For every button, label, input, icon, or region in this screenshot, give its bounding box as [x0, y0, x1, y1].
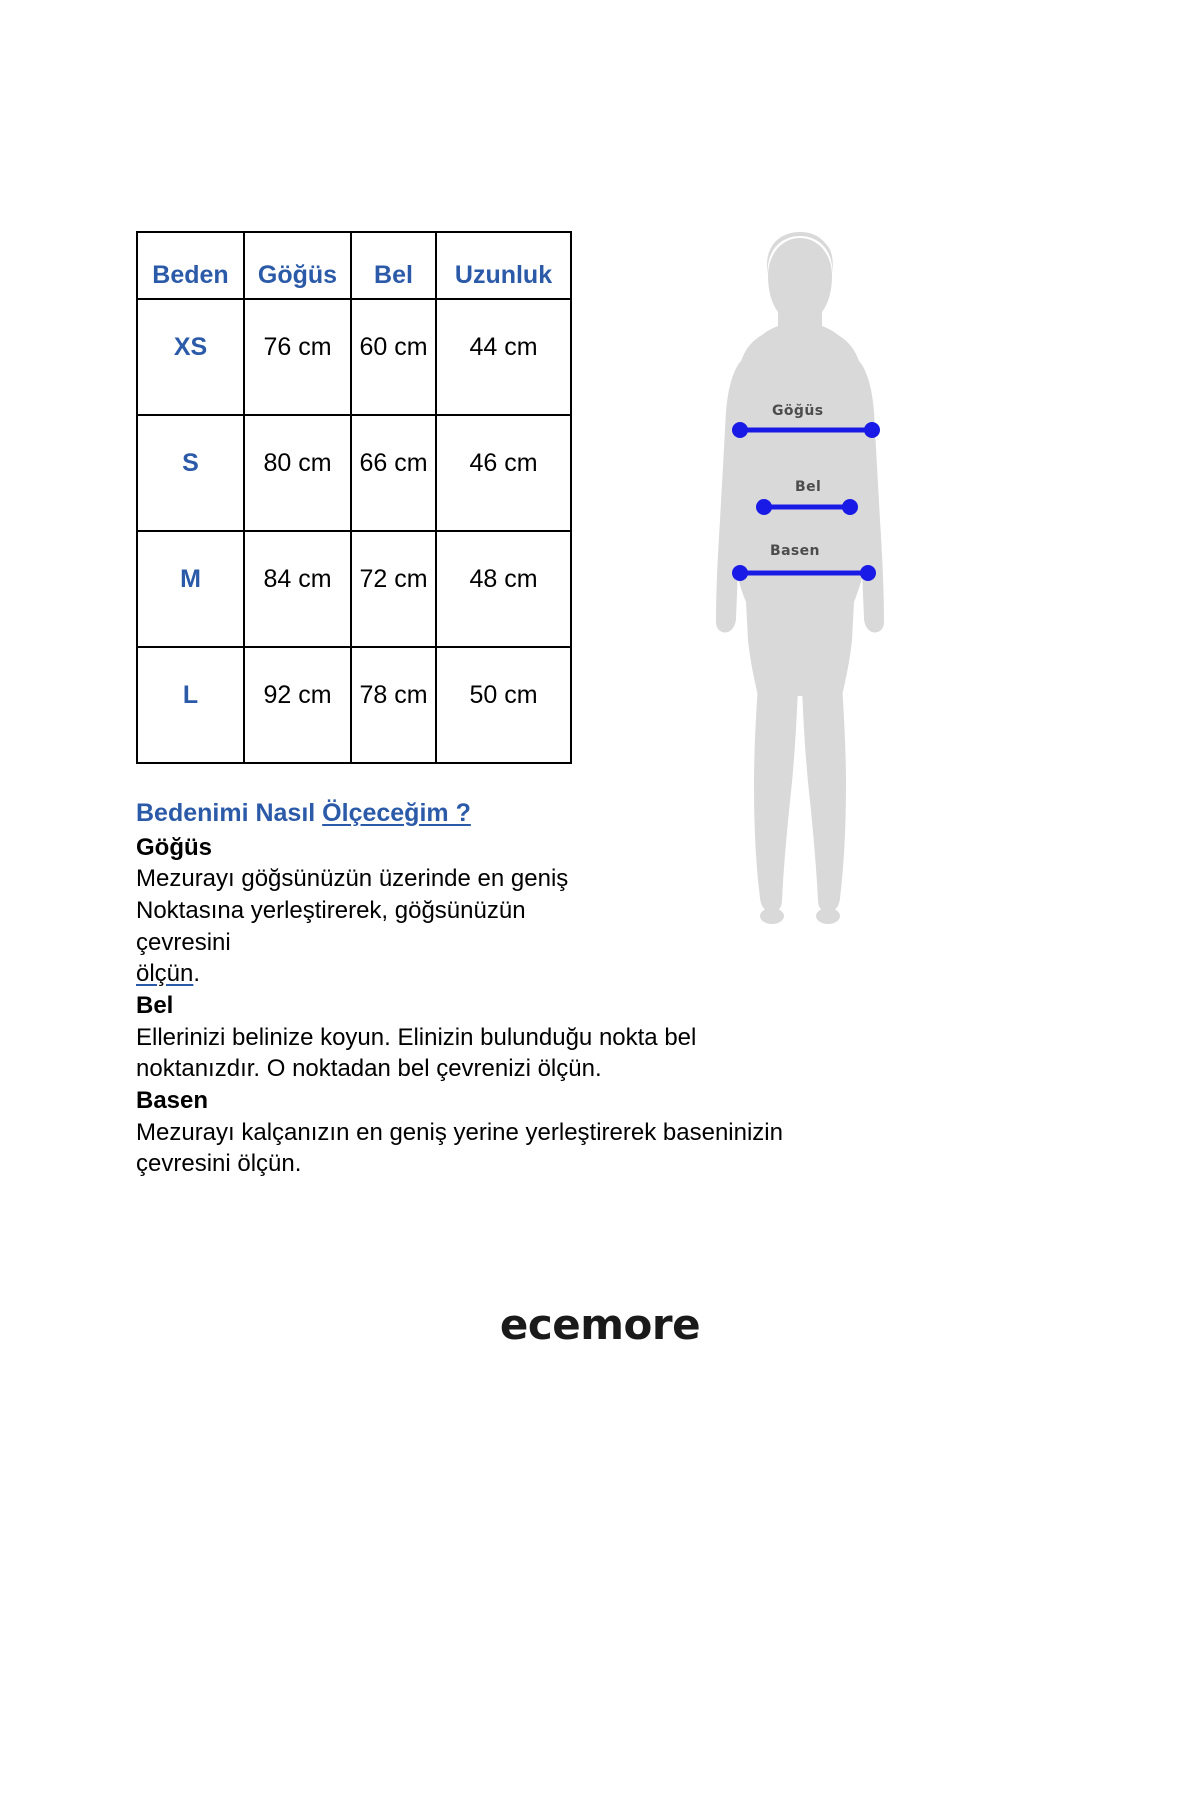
left-foot-shape — [760, 908, 784, 924]
cell-uzunluk: 50 cm — [436, 647, 571, 763]
section-heading-bel: Bel — [136, 991, 174, 1019]
cell-bel: 60 cm — [351, 299, 436, 415]
cell-gogus: 84 cm — [244, 531, 351, 647]
figure-label-hips: Basen — [770, 543, 820, 559]
table-row — [137, 647, 571, 763]
column-header-bel: Bel — [351, 232, 436, 299]
cell-uzunluk: 44 cm — [436, 299, 571, 415]
section-heading-basen: Basen — [136, 1086, 209, 1114]
left-arm-shape — [716, 358, 746, 633]
right-arm-shape — [854, 358, 884, 633]
size-chart-table — [136, 231, 572, 764]
table-row — [137, 531, 571, 647]
right-foot-shape — [816, 908, 840, 924]
section-basen-line-2: çevresini ölçün. — [136, 1150, 302, 1178]
section-bel-line-1: Ellerinizi belinize koyun. Elinizin bulunduğu nokta bel — [136, 1023, 697, 1051]
left-leg-shape — [754, 684, 798, 912]
title-plain-text: Bedenimi Nasıl — [136, 799, 323, 827]
section-gogus-line-1: Mezurayı göğsünüzün üzerinde en geniş — [136, 865, 569, 893]
figure-label-chest: Göğüs — [772, 403, 824, 419]
cell-gogus: 76 cm — [244, 299, 351, 415]
cell-beden: S — [137, 415, 244, 531]
section-gogus-line-3: çevresini — [136, 928, 231, 956]
column-header-beden: Beden — [137, 232, 244, 299]
female-body-silhouette-icon — [690, 230, 940, 930]
cell-beden: L — [137, 647, 244, 763]
section-gogus-line-4 — [136, 958, 966, 990]
figure-label-waist: Bel — [795, 479, 822, 495]
olcun-link[interactable]: ölçün — [136, 960, 194, 988]
section-gogus-line-2: Noktasına yerleştirerek, göğsünüzün — [136, 896, 526, 924]
body-measurement-figure — [690, 230, 940, 930]
cell-uzunluk: 46 cm — [436, 415, 571, 531]
table-row — [137, 299, 571, 415]
right-leg-shape — [802, 684, 846, 912]
section-heading-gogus: Göğüs — [136, 833, 212, 861]
table-header — [137, 232, 571, 299]
section-bel-line-2: noktanızdır. O noktadan bel çevrenizi ölçün. — [136, 1055, 602, 1083]
table-row — [137, 415, 571, 531]
waist-measure-left-dot — [756, 499, 772, 515]
column-header-uzunluk: Uzunluk — [436, 232, 571, 299]
cell-uzunluk: 48 cm — [436, 531, 571, 647]
table-body — [137, 299, 571, 763]
olcun-period: . — [193, 960, 201, 988]
cell-bel: 78 cm — [351, 647, 436, 763]
section-basen-line-1: Mezurayı kalçanızın en geniş yerine yerleştirerek baseninizin — [136, 1118, 783, 1146]
how-to-measure-link[interactable]: Ölçeceğim ? — [322, 799, 471, 827]
cell-gogus: 92 cm — [244, 647, 351, 763]
chest-measure-left-dot — [732, 422, 748, 438]
cell-bel: 72 cm — [351, 531, 436, 647]
cell-gogus: 80 cm — [244, 415, 351, 531]
chest-measure-right-dot — [864, 422, 880, 438]
cell-beden: XS — [137, 299, 244, 415]
waist-measure-right-dot — [842, 499, 858, 515]
cell-bel: 66 cm — [351, 415, 436, 531]
column-header-gogus: Göğüs — [244, 232, 351, 299]
brand-logo: ecemore — [499, 1300, 701, 1349]
hips-measure-right-dot — [860, 565, 876, 581]
cell-beden: M — [137, 531, 244, 647]
table-header-row — [137, 232, 571, 299]
hips-measure-left-dot — [732, 565, 748, 581]
